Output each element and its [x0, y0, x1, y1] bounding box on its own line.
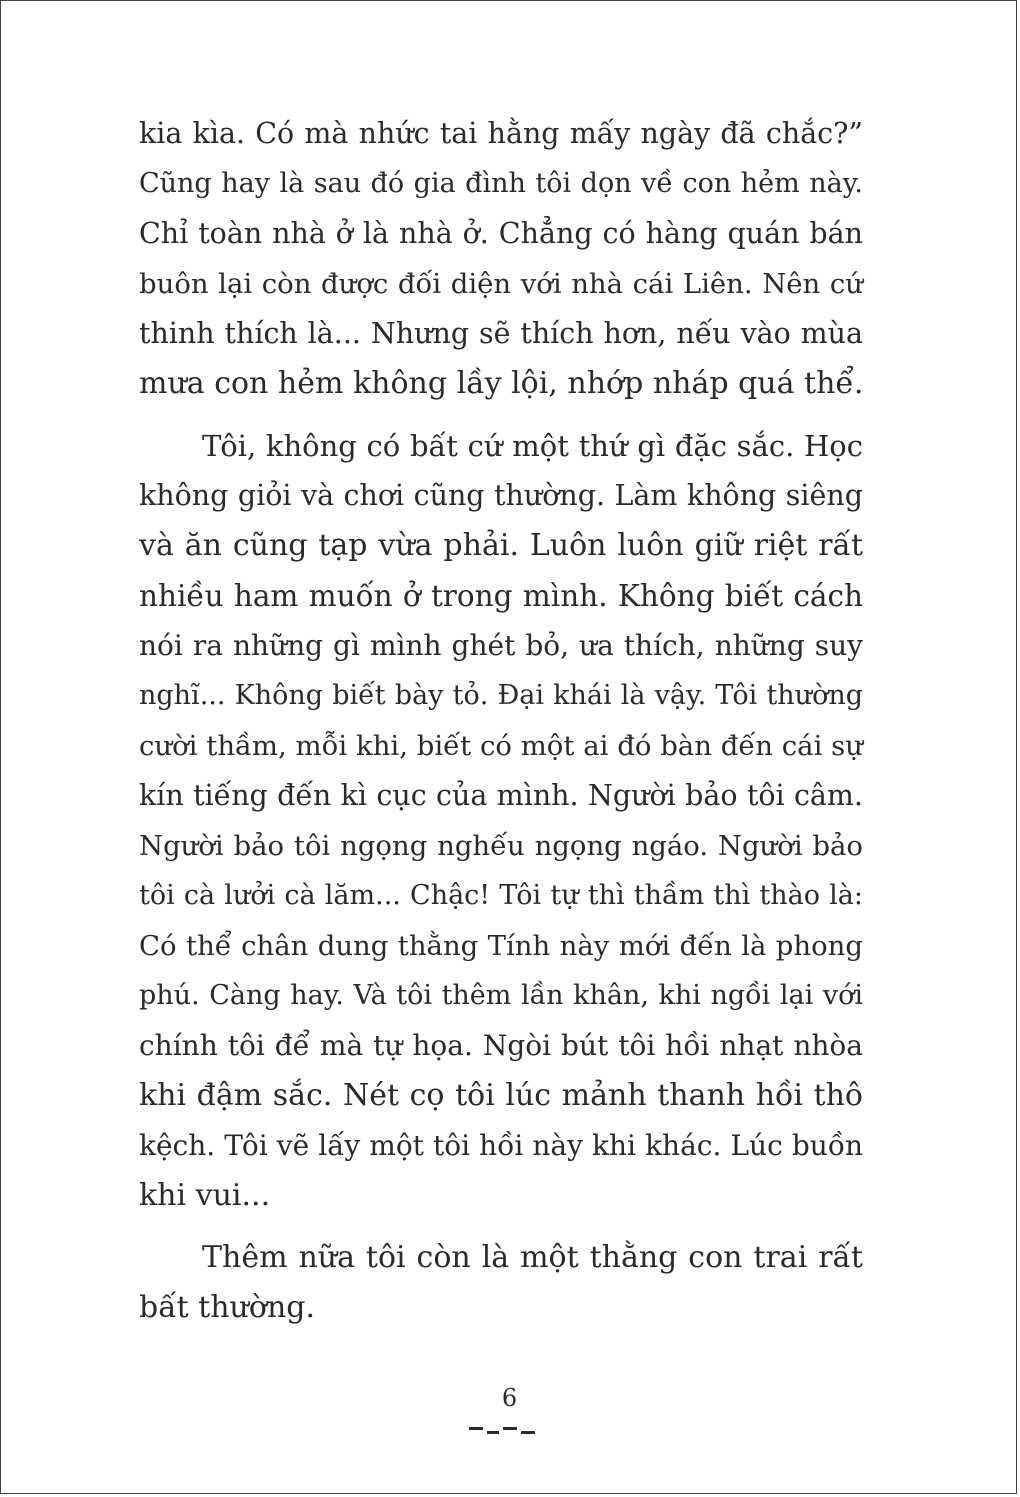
- body-text: [139, 109, 863, 1333]
- text-line: chính tôi để mà tự họa. Ngòi bút tôi hồi nhạt nhòa: [139, 1029, 863, 1062]
- text-line: nói ra những gì mình ghét bỏ, ưa thích, những suy: [139, 629, 863, 662]
- paragraph-gap: [139, 1221, 863, 1233]
- text-line: tôi cà lưởi cà lăm... Chậc! Tôi tự thì thầm thì thào là:: [139, 880, 863, 911]
- text-line: khi đậm sắc. Nét cọ tôi lúc mảnh thanh hồi thô: [139, 1078, 863, 1113]
- text-line: Người bảo tôi ngọng nghếu ngọng ngáo. Người bảo: [139, 830, 863, 862]
- text-line: kệch. Tôi vẽ lấy một tôi hồi này khi khác. Lúc buồn: [139, 1129, 863, 1162]
- text-line: không giỏi và chơi cũng thường. Làm không siêng: [139, 479, 863, 512]
- text-line: kín tiếng đến kì cục của mình. Người bảo tôi câm.: [139, 779, 863, 812]
- paragraph-gap: [139, 409, 863, 421]
- text-line: và ăn cũng tạp vừa phải. Luôn luôn giữ riệt rất: [139, 528, 863, 563]
- text-line: kia kìa. Có mà nhức tai hằng mấy ngày đã chắc?”: [139, 117, 863, 150]
- text-line: phú. Càng hay. Và tôi thêm lần khân, khi ngồi lại với: [139, 980, 863, 1011]
- text-line: nhiều ham muốn ở trong mình. Không biết cách: [139, 579, 863, 613]
- text-line: nghĩ... Không biết bày tỏ. Đại khái là vậy. Tôi thường: [139, 680, 863, 711]
- text-line: Tôi, không có bất cứ một thứ gì đặc sắc. Học: [202, 429, 863, 463]
- text-line: thinh thích là... Nhưng sẽ thích hơn, nếu vào mùa: [139, 317, 863, 350]
- page-number: 6: [501, 1384, 518, 1412]
- text-line: buôn lại còn được đối diện với nhà cái Liên. Nên cứ: [139, 268, 863, 300]
- text-line: mưa con hẻm không lầy lội, nhớp nháp quá thể.: [139, 366, 864, 401]
- text-line: Chỉ toàn nhà ở là nhà ở. Chẳng có hàng quán bán: [139, 217, 863, 250]
- text-line: Cũng hay là sau đó gia đình tôi dọn về con hẻm này.: [139, 168, 863, 199]
- dash-ornament-icon: [469, 1425, 537, 1437]
- text-line: Thêm nữa tôi còn là một thằng con trai rất: [202, 1240, 863, 1275]
- text-line: Có thể chân dung thằng Tính này mới đến là phong: [139, 930, 863, 962]
- text-line: cười thầm, mỗi khi, biết có một ai đó bàn đến cái sự: [139, 730, 863, 762]
- text-line: khi vui...: [139, 1178, 271, 1213]
- text-line: bất thường.: [139, 1290, 316, 1325]
